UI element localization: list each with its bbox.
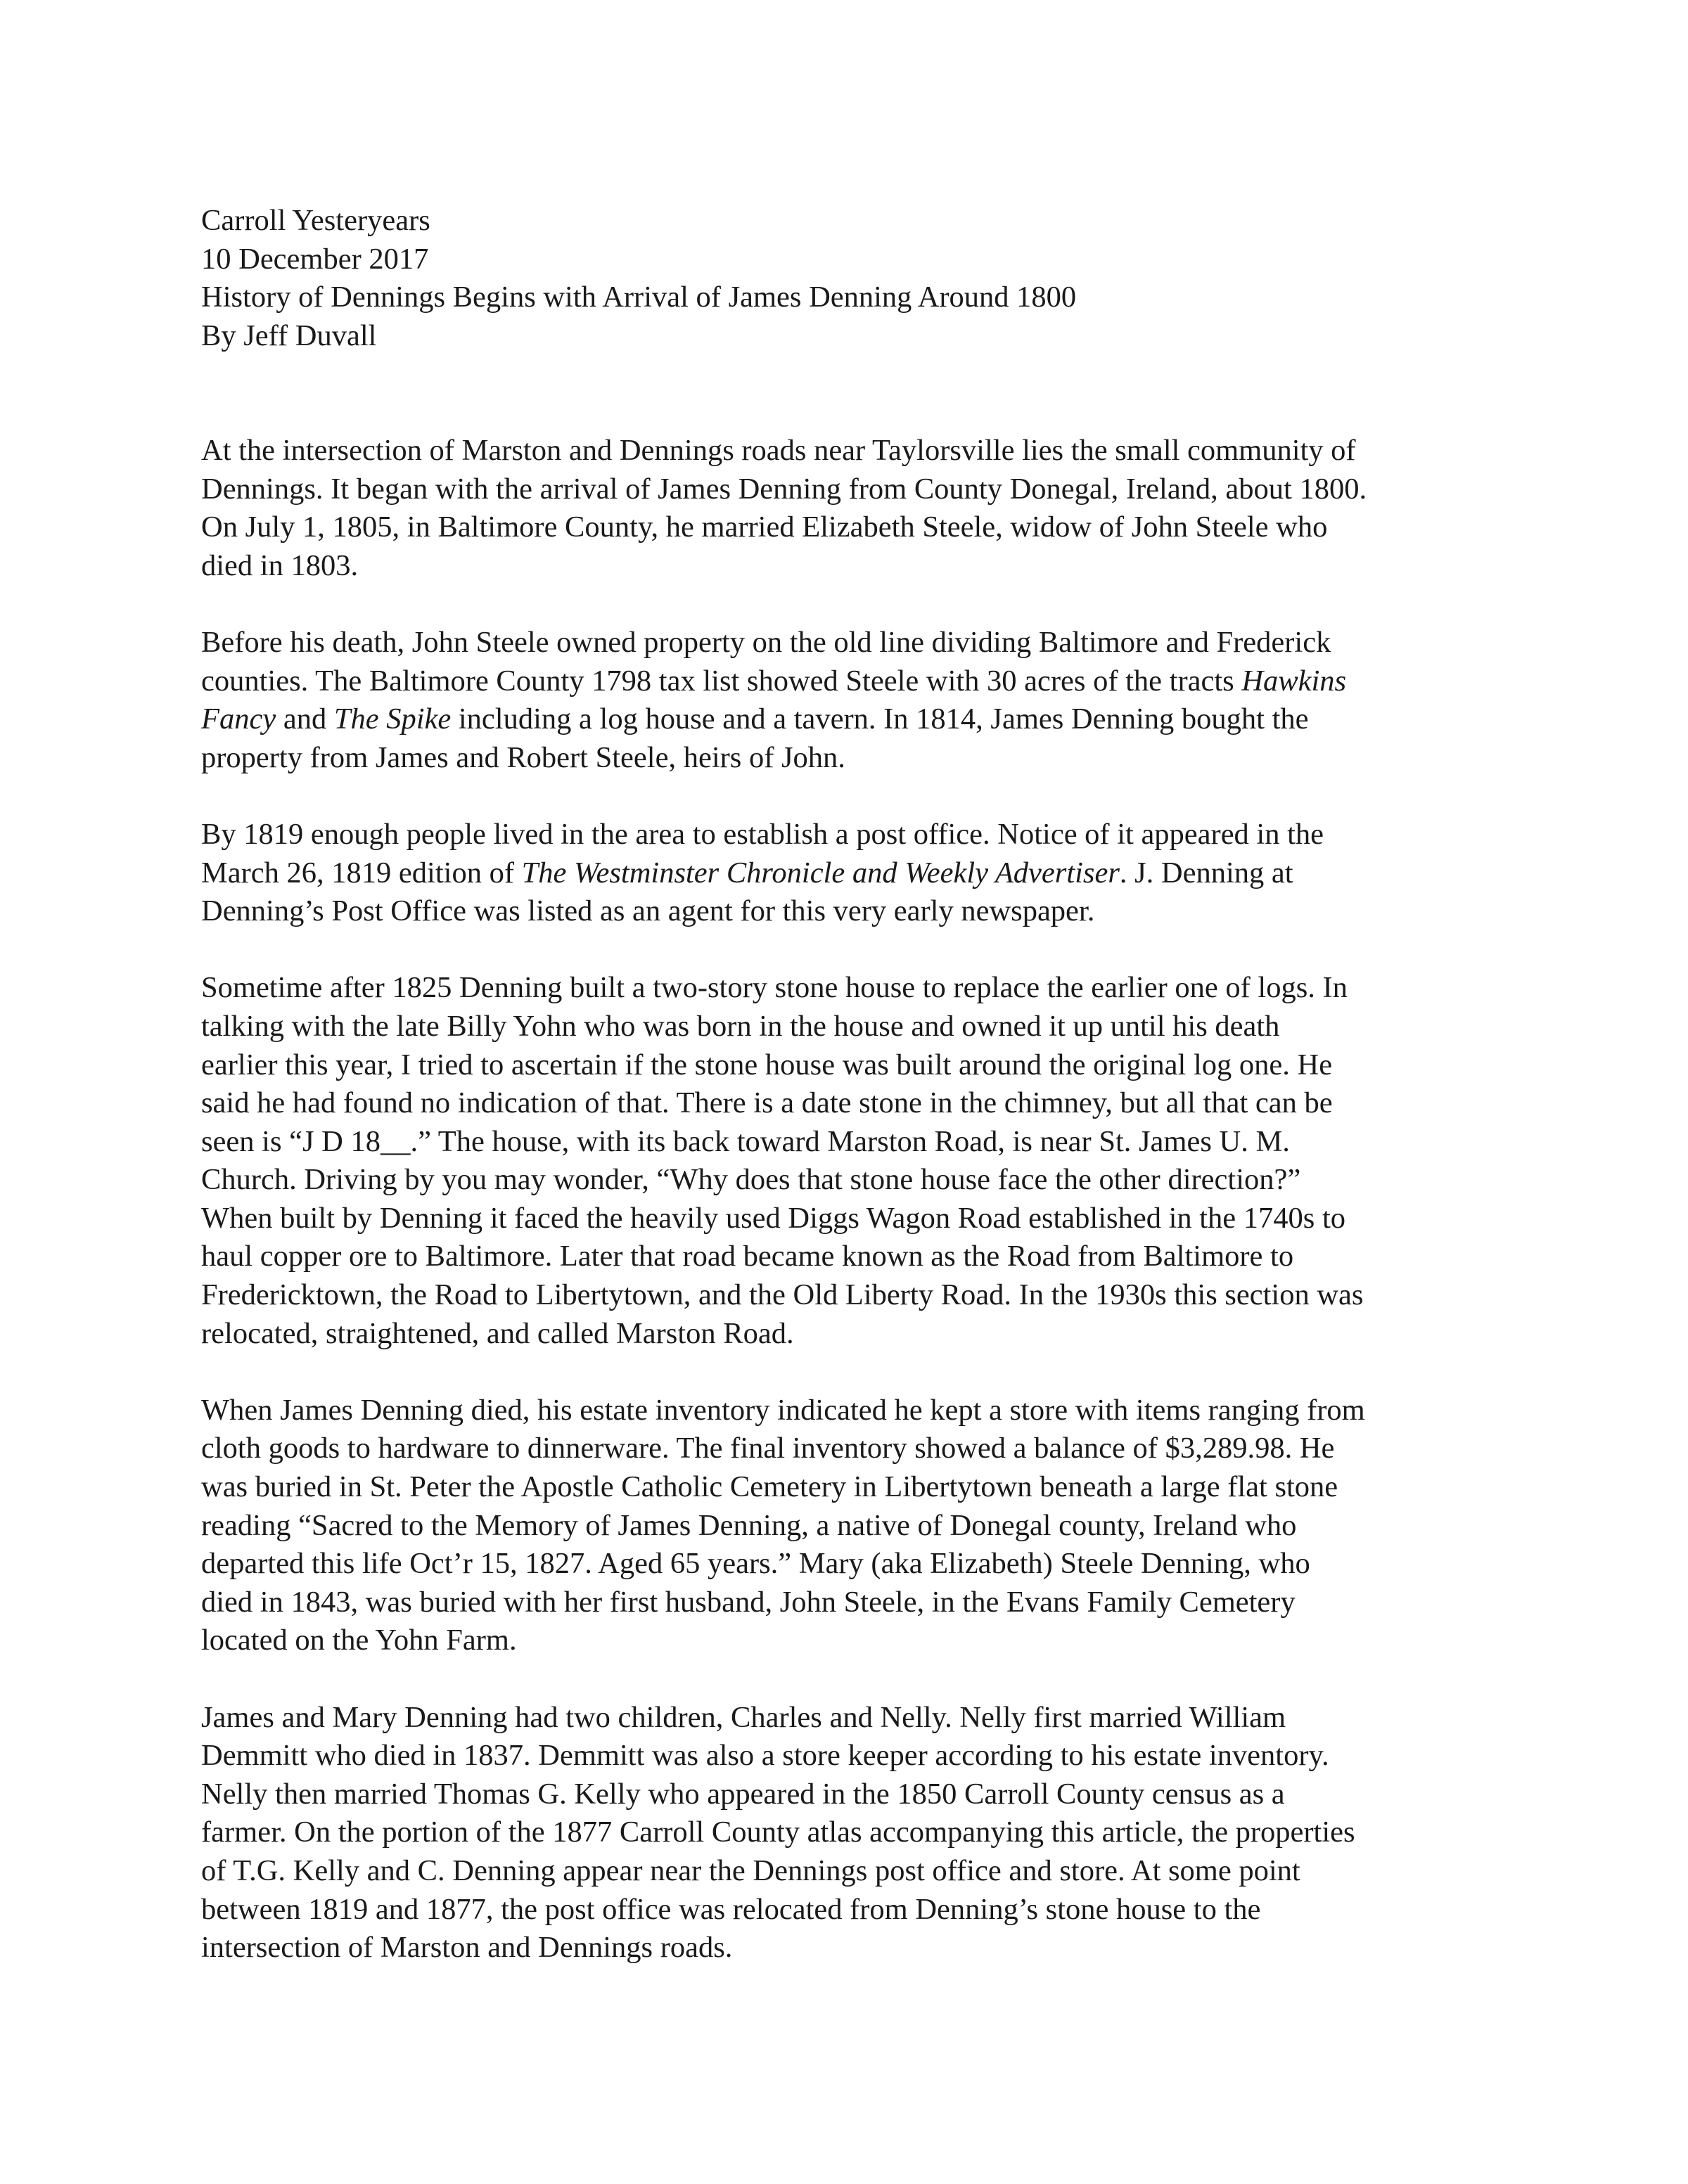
- text-run: March 26, 1819 edition of: [201, 856, 522, 889]
- publication-date: 10 December 2017: [201, 242, 429, 276]
- text-run: When James Denning died, his estate inventory indicated he kept a store with items ranging from: [201, 1393, 1365, 1427]
- text-run: died in 1843, was buried with her first husband, John Steele, in the Evans Family Cemetery: [201, 1585, 1296, 1619]
- paragraph-line: [201, 1084, 1509, 1123]
- text-run: Fredericktown, the Road to Libertytown, and the Old Liberty Road. In the 1930s this section was: [201, 1278, 1364, 1312]
- text-run: intersection of Marston and Dennings roads.: [201, 1931, 733, 1965]
- paragraph-line: [201, 1276, 1509, 1315]
- paragraph-line: [201, 1737, 1509, 1775]
- text-run: Denning’s Post Office was listed as an agent for this very early newspaper.: [201, 894, 1095, 928]
- article-header: [201, 202, 1509, 355]
- headline: History of Dennings Begins with Arrival of James Denning Around 1800: [201, 281, 1077, 314]
- paragraph-line: [201, 1891, 1509, 1929]
- paragraph-line: [201, 854, 1509, 893]
- paragraph-line: [201, 1200, 1509, 1238]
- italic-title-text: The Spike: [333, 702, 452, 736]
- text-run: between 1819 and 1877, the post office was relocated from Denning’s stone house to the: [201, 1892, 1261, 1926]
- text-run: Before his death, John Steele owned property on the old line dividing Baltimore and Frederick: [201, 625, 1331, 659]
- byline: By Jeff Duvall: [201, 319, 377, 352]
- paragraph-line: [201, 624, 1509, 662]
- text-run: departed this life Oct’r 15, 1827. Aged 65 years.” Mary (aka Elizabeth) Steele Denning, who: [201, 1547, 1310, 1581]
- paragraph-line: [201, 1430, 1509, 1468]
- paragraph-line: [201, 1046, 1509, 1085]
- text-run: Church. Driving by you may wonder, “Why does that stone house face the other direction?”: [201, 1163, 1301, 1197]
- text-run: property from James and Robert Steele, heirs of John.: [201, 740, 845, 774]
- paragraph: [201, 1392, 1509, 1660]
- text-run: including a log house and a tavern. In 1814, James Denning bought the: [451, 702, 1309, 736]
- paragraph-line: [201, 470, 1509, 509]
- paragraph-line: [201, 1161, 1509, 1200]
- paragraph-line: [201, 1852, 1509, 1891]
- text-run: seen is “J D 18__.” The house, with its back toward Marston Road, is near St. James U. M.: [201, 1124, 1290, 1158]
- text-run: At the intersection of Marston and Dennings roads near Taylorsville lies the small community of: [201, 434, 1356, 467]
- text-run: reading “Sacred to the Memory of James Denning, a native of Donegal county, Ireland who: [201, 1508, 1297, 1542]
- paragraph-line: [201, 1813, 1509, 1852]
- text-run: talking with the late Billy Yohn who was born in the house and owned it up until his death: [201, 1009, 1280, 1043]
- paragraph: [201, 432, 1509, 585]
- text-run: Demmitt who died in 1837. Demmitt was also a store keeper according to his estate inventory.: [201, 1739, 1329, 1773]
- text-run: cloth goods to hardware to dinnerware. The final inventory showed a balance of $3,289.98. He: [201, 1432, 1335, 1465]
- paragraph: [201, 1699, 1509, 1967]
- paragraph-line: [201, 969, 1509, 1008]
- paragraph-line: [201, 700, 1509, 739]
- text-run: of T.G. Kelly and C. Denning appear near the Dennings post office and store. At some point: [201, 1854, 1300, 1887]
- italic-title-text: The Westminster Chronicle and Weekly Advertiser: [521, 856, 1120, 889]
- text-run: Nelly then married Thomas G. Kelly who appeared in the 1850 Carroll County census as a: [201, 1777, 1285, 1811]
- publication-name: Carroll Yesteryears: [201, 204, 430, 237]
- paragraph-line: [201, 892, 1509, 931]
- text-run: died in 1803.: [201, 548, 359, 582]
- paragraph-line: [201, 1507, 1509, 1546]
- text-run: James and Mary Denning had two children, Charles and Nelly. Nelly first married William: [201, 1700, 1286, 1734]
- text-run: farmer. On the portion of the 1877 Carroll County atlas accompanying this article, the properties: [201, 1816, 1355, 1849]
- paragraph-line: [201, 1315, 1509, 1354]
- text-run: When built by Denning it faced the heavily used Diggs Wagon Road established in the 1740s to: [201, 1201, 1346, 1235]
- paragraph-line: [201, 662, 1509, 701]
- paragraph: [201, 624, 1509, 777]
- text-run: located on the Yohn Farm.: [201, 1624, 517, 1657]
- text-run: . J. Denning at: [1119, 856, 1293, 889]
- paragraph-line: [201, 1008, 1509, 1046]
- text-run: relocated, straightened, and called Marston Road.: [201, 1316, 794, 1350]
- text-run: haul copper ore to Baltimore. Later that road became known as the Road from Baltimore to: [201, 1240, 1294, 1273]
- text-run: By 1819 enough people lived in the area to establish a post office. Notice of it appeared in the: [201, 817, 1324, 851]
- paragraph-line: [201, 1545, 1509, 1584]
- paragraph-line: [201, 1238, 1509, 1276]
- text-run: counties. The Baltimore County 1798 tax list showed Steele with 30 acres of the tracts: [201, 664, 1242, 698]
- text-run: and: [276, 702, 334, 736]
- paragraph-line: [201, 1468, 1509, 1507]
- paragraph-line: [201, 739, 1509, 778]
- text-run: was buried in St. Peter the Apostle Catholic Cemetery in Libertytown beneath a large flat stone: [201, 1470, 1338, 1504]
- paragraph-line: [201, 1929, 1509, 1967]
- text-run: On July 1, 1805, in Baltimore County, he married Elizabeth Steele, widow of John Steele who: [201, 510, 1328, 544]
- text-run: Sometime after 1825 Denning built a two-story stone house to replace the earlier one of logs. In: [201, 971, 1348, 1005]
- paragraph: [201, 816, 1509, 931]
- text-run: earlier this year, I tried to ascertain if the stone house was built around the original log one. He: [201, 1048, 1333, 1081]
- paragraph-line: [201, 1699, 1509, 1737]
- paragraph-line: [201, 1584, 1509, 1622]
- paragraph-line: [201, 1621, 1509, 1660]
- paragraph: [201, 969, 1509, 1353]
- text-run: said he had found no indication of that. There is a date stone in the chimney, but all that can be: [201, 1086, 1333, 1120]
- text-run: Dennings. It began with the arrival of James Denning from County Donegal, Ireland, about 1800.: [201, 472, 1367, 506]
- italic-title-text: Fancy: [201, 702, 276, 736]
- paragraph-line: [201, 1775, 1509, 1814]
- paragraph-line: [201, 1392, 1509, 1430]
- paragraph-line: [201, 547, 1509, 586]
- article-body: [201, 432, 1509, 2005]
- paragraph-line: [201, 508, 1509, 547]
- paragraph-line: [201, 1123, 1509, 1162]
- paragraph-line: [201, 432, 1509, 470]
- italic-title-text: Hawkins: [1241, 664, 1347, 698]
- paragraph-line: [201, 816, 1509, 854]
